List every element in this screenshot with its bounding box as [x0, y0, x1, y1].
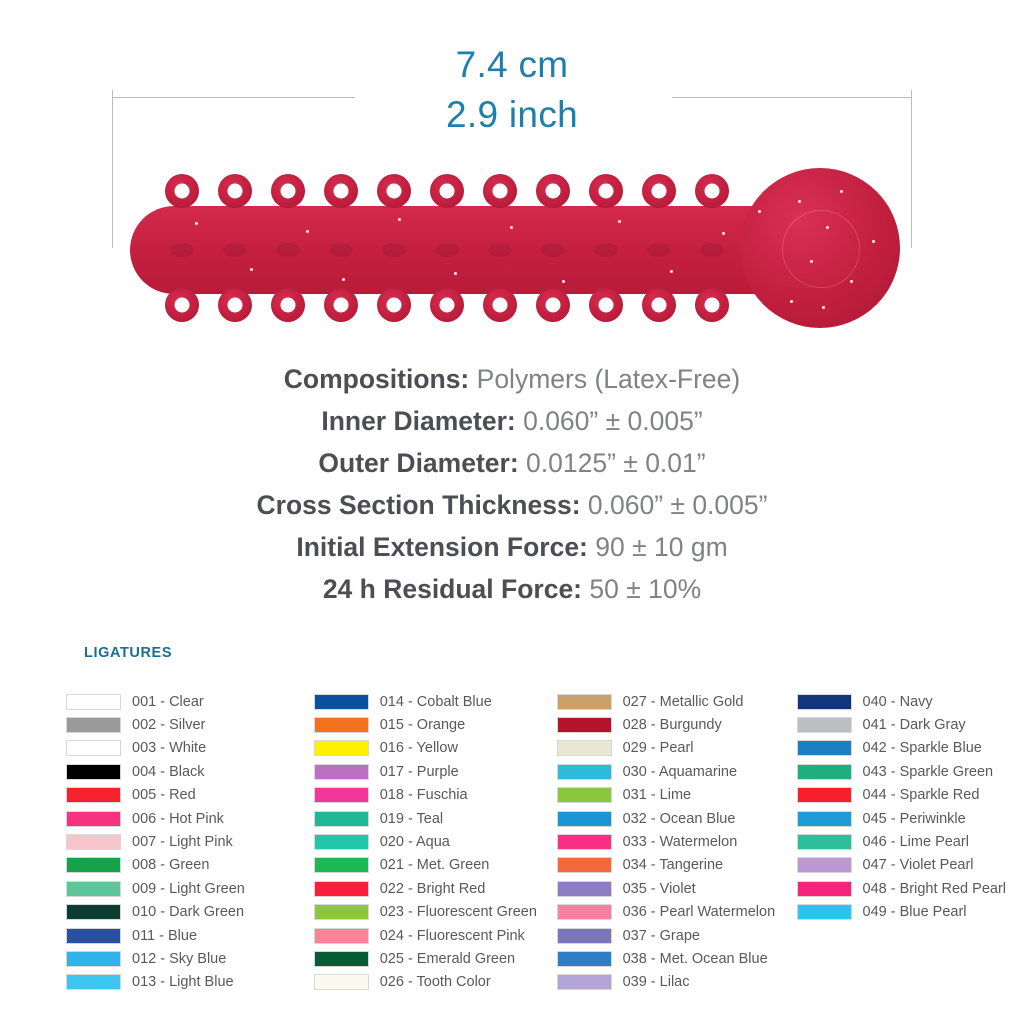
ligature-color-item[interactable]: [557, 784, 797, 807]
ligatures-section-title: LIGATURES: [84, 645, 173, 661]
ligatures-column-3: [557, 690, 797, 994]
color-swatch: [66, 928, 121, 944]
body-dimple: [435, 243, 459, 257]
ligature-color-label: 011 - Blue: [132, 927, 198, 944]
ligature-color-item[interactable]: [314, 877, 557, 900]
ligature-ring: [536, 174, 570, 208]
ligature-color-item[interactable]: [66, 901, 314, 924]
dimension-cm: 7.4 cm: [455, 44, 569, 85]
color-swatch: [314, 951, 369, 967]
ligature-color-label: 012 - Sky Blue: [132, 950, 227, 967]
glitter-speck: [850, 280, 853, 283]
color-swatch: [314, 694, 369, 710]
spec-value: 90 ± 10 gm: [595, 532, 728, 562]
body-dimple: [276, 243, 300, 257]
ligature-color-label: 033 - Watermelon: [622, 834, 738, 851]
spec-row: [0, 358, 1024, 400]
spec-value: 0.060” ± 0.005”: [587, 490, 768, 520]
ligature-color-item[interactable]: [797, 690, 1006, 713]
body-dimple: [223, 243, 247, 257]
color-swatch: [797, 787, 852, 803]
glitter-speck: [398, 218, 401, 221]
ligature-color-label: 047 - Violet Pearl: [862, 857, 974, 874]
ligature-color-item[interactable]: [797, 877, 1006, 900]
ligature-color-label: 002 - Silver: [132, 717, 206, 734]
ligature-color-label: 039 - Lilac: [622, 974, 690, 991]
glitter-speck: [454, 272, 457, 275]
body-dimple: [488, 243, 512, 257]
ligature-color-label: 023 - Fluorescent Green: [379, 904, 537, 921]
color-swatch: [66, 834, 121, 850]
ligature-ring: [218, 174, 252, 208]
color-swatch: [314, 904, 369, 920]
color-swatch: [557, 857, 612, 873]
ligature-color-label: 025 - Emerald Green: [379, 950, 516, 967]
ligature-ring: [483, 174, 517, 208]
specifications-list: [0, 358, 1024, 610]
color-swatch: [557, 740, 612, 756]
ligature-color-label: 041 - Dark Gray: [862, 717, 966, 734]
body-dimple: [170, 243, 194, 257]
glitter-speck: [798, 200, 801, 203]
glitter-speck: [510, 226, 513, 229]
ligature-color-label: 031 - Lime: [622, 787, 692, 804]
spec-label: Initial Extension Force:: [296, 532, 588, 562]
ligature-ring: [430, 288, 464, 322]
ligature-ring: [695, 174, 729, 208]
ligature-color-item[interactable]: [66, 830, 314, 853]
dimension-line-left: [112, 97, 355, 98]
ligature-color-item[interactable]: [66, 737, 314, 760]
ligature-color-label: 024 - Fluorescent Pink: [379, 927, 525, 944]
ligature-color-label: 035 - Violet: [622, 880, 696, 897]
color-swatch: [66, 717, 121, 733]
glitter-speck: [758, 210, 761, 213]
ligature-color-item[interactable]: [797, 830, 1006, 853]
color-swatch: [314, 928, 369, 944]
color-swatch: [797, 881, 852, 897]
ligature-color-label: 043 - Sparkle Green: [862, 763, 994, 780]
ligature-ring: [536, 288, 570, 322]
ligature-color-label: 014 - Cobalt Blue: [379, 693, 492, 710]
ligature-color-label: 004 - Black: [132, 763, 205, 780]
ligature-color-label: 042 - Sparkle Blue: [862, 740, 982, 757]
ligature-ring: [165, 174, 199, 208]
ligature-ring: [165, 288, 199, 322]
ligatures-column-4: [797, 690, 1006, 994]
color-swatch: [797, 740, 852, 756]
color-swatch: [557, 904, 612, 920]
color-swatch: [314, 717, 369, 733]
color-swatch: [314, 881, 369, 897]
ligature-color-item[interactable]: [797, 854, 1006, 877]
color-swatch: [797, 694, 852, 710]
ligature-color-label: 044 - Sparkle Red: [862, 787, 980, 804]
ligature-color-item[interactable]: [557, 760, 797, 783]
spec-row: [0, 484, 1024, 526]
color-swatch: [314, 974, 369, 990]
ligature-color-item[interactable]: [557, 737, 797, 760]
color-swatch: [557, 928, 612, 944]
ligature-color-label: 009 - Light Green: [132, 880, 245, 897]
spec-value: 50 ± 10%: [589, 574, 702, 604]
ligature-ring: [377, 174, 411, 208]
ligature-color-label: 006 - Hot Pink: [132, 810, 224, 827]
ligature-color-label: 040 - Navy: [862, 693, 933, 710]
glitter-speck: [306, 230, 309, 233]
color-swatch: [557, 974, 612, 990]
color-swatch: [797, 834, 852, 850]
ligature-color-item[interactable]: [557, 901, 797, 924]
color-swatch: [557, 764, 612, 780]
ligature-ring: [430, 174, 464, 208]
ligature-color-label: 030 - Aquamarine: [622, 763, 738, 780]
ligature-ring: [218, 288, 252, 322]
ligature-color-label: 005 - Red: [132, 787, 196, 804]
color-swatch: [66, 787, 121, 803]
ligature-color-label: 046 - Lime Pearl: [862, 834, 969, 851]
ligature-color-item[interactable]: [314, 713, 557, 736]
ligature-color-label: 028 - Burgundy: [622, 717, 722, 734]
ligature-color-label: 019 - Teal: [379, 810, 444, 827]
color-swatch: [557, 717, 612, 733]
ligature-color-item[interactable]: [797, 760, 1006, 783]
ligature-color-item[interactable]: [66, 854, 314, 877]
ligature-color-item[interactable]: [797, 901, 1006, 924]
color-swatch: [314, 834, 369, 850]
color-swatch: [66, 740, 121, 756]
ligature-ring: [271, 288, 305, 322]
color-swatch: [66, 811, 121, 827]
body-dimple: [329, 243, 353, 257]
color-swatch: [66, 974, 121, 990]
ligature-color-item[interactable]: [314, 971, 557, 994]
ligature-color-item[interactable]: [557, 947, 797, 970]
body-dimple: [700, 243, 724, 257]
glitter-speck: [342, 278, 345, 281]
glitter-speck: [195, 222, 198, 225]
ligature-color-label: 020 - Aqua: [379, 834, 450, 851]
ligature-color-item[interactable]: [314, 760, 557, 783]
ligature-color-item[interactable]: [797, 807, 1006, 830]
ligature-color-label: 036 - Pearl Watermelon: [622, 904, 776, 921]
ligature-color-item[interactable]: [797, 737, 1006, 760]
spec-value: Polymers (Latex-Free): [476, 364, 741, 394]
paddle-inner-circle: [782, 210, 860, 288]
ligature-color-item[interactable]: [66, 807, 314, 830]
ligature-color-item[interactable]: [557, 690, 797, 713]
ligature-color-label: 032 - Ocean Blue: [622, 810, 736, 827]
ligature-color-label: 001 - Clear: [132, 693, 204, 710]
color-swatch: [797, 717, 852, 733]
ligature-color-label: 018 - Fuschia: [379, 787, 468, 804]
ligature-color-item[interactable]: [66, 713, 314, 736]
ligature-color-item[interactable]: [557, 854, 797, 877]
color-swatch: [66, 857, 121, 873]
dimension-inch: 2.9 inch: [446, 94, 578, 135]
color-swatch: [797, 764, 852, 780]
ligature-color-label: 016 - Yellow: [379, 740, 458, 757]
color-swatch: [557, 811, 612, 827]
color-swatch: [797, 811, 852, 827]
color-swatch: [314, 787, 369, 803]
ligature-color-item[interactable]: [314, 807, 557, 830]
ligature-color-item[interactable]: [557, 713, 797, 736]
spec-label: 24 h Residual Force:: [322, 574, 583, 604]
ligature-color-item[interactable]: [314, 830, 557, 853]
color-swatch: [557, 694, 612, 710]
ligature-ring: [695, 288, 729, 322]
color-swatch: [314, 857, 369, 873]
color-swatch: [314, 740, 369, 756]
ligature-color-item[interactable]: [797, 784, 1006, 807]
spec-row: [0, 526, 1024, 568]
ligature-color-label: 027 - Metallic Gold: [622, 693, 744, 710]
ligature-color-label: 010 - Dark Green: [132, 904, 245, 921]
spec-value: 0.060” ± 0.005”: [523, 406, 703, 436]
color-swatch: [314, 764, 369, 780]
ligature-color-label: 049 - Blue Pearl: [862, 904, 967, 921]
body-dimple: [647, 243, 671, 257]
ligature-color-item[interactable]: [314, 901, 557, 924]
glitter-speck: [722, 232, 725, 235]
ligature-color-label: 048 - Bright Red Pearl: [862, 880, 1006, 897]
ligature-color-label: 007 - Light Pink: [132, 834, 233, 851]
ligature-color-item[interactable]: [557, 924, 797, 947]
color-swatch: [557, 881, 612, 897]
ligature-ring: [589, 174, 623, 208]
ligature-color-item[interactable]: [557, 830, 797, 853]
ligature-ring: [377, 288, 411, 322]
glitter-speck: [810, 260, 813, 263]
ligatures-column-2: [314, 690, 557, 994]
ligature-color-item[interactable]: [557, 877, 797, 900]
ligature-ring: [642, 174, 676, 208]
glitter-speck: [250, 268, 253, 271]
ligature-color-label: 034 - Tangerine: [622, 857, 724, 874]
ligature-color-label: 021 - Met. Green: [379, 857, 490, 874]
ligatures-column-1: [66, 690, 314, 994]
ligature-color-label: 029 - Pearl: [622, 740, 694, 757]
ligature-color-label: 045 - Periwinkle: [862, 810, 966, 827]
ligature-color-item[interactable]: [66, 690, 314, 713]
glitter-speck: [822, 306, 825, 309]
ligatures-color-grid: [66, 690, 1006, 994]
color-swatch: [797, 904, 852, 920]
dimension-line-right: [672, 97, 912, 98]
ligature-color-item[interactable]: [314, 854, 557, 877]
glitter-speck: [790, 300, 793, 303]
body-dimple: [382, 243, 406, 257]
glitter-speck: [840, 190, 843, 193]
ligature-ring: [324, 288, 358, 322]
spec-row: [0, 442, 1024, 484]
glitter-speck: [826, 226, 829, 229]
ligature-ring: [324, 174, 358, 208]
spec-value: 0.0125” ± 0.01”: [526, 448, 706, 478]
color-swatch: [66, 904, 121, 920]
dimension-label: [0, 40, 1024, 140]
spec-row: [0, 568, 1024, 610]
color-swatch: [66, 951, 121, 967]
color-swatch: [66, 764, 121, 780]
ligature-color-item[interactable]: [314, 737, 557, 760]
ligature-color-item[interactable]: [314, 924, 557, 947]
spec-label: Inner Diameter:: [321, 406, 516, 436]
ligature-color-label: 022 - Bright Red: [379, 880, 486, 897]
color-swatch: [797, 857, 852, 873]
ligature-color-item[interactable]: [66, 924, 314, 947]
body-dimple: [594, 243, 618, 257]
ligature-ring: [271, 174, 305, 208]
ligature-color-item[interactable]: [314, 690, 557, 713]
ligature-ring: [642, 288, 676, 322]
ligature-color-label: 008 - Green: [132, 857, 210, 874]
product-illustration: [110, 160, 922, 340]
ligature-color-item[interactable]: [557, 807, 797, 830]
ligature-color-item[interactable]: [66, 971, 314, 994]
color-swatch: [557, 834, 612, 850]
color-swatch: [66, 694, 121, 710]
ligature-color-item[interactable]: [66, 784, 314, 807]
ligature-color-label: 003 - White: [132, 740, 207, 757]
ligature-color-item[interactable]: [314, 784, 557, 807]
ligature-color-label: 037 - Grape: [622, 927, 700, 944]
glitter-speck: [670, 270, 673, 273]
spec-label: Outer Diameter:: [318, 448, 519, 478]
ligature-color-label: 017 - Purple: [379, 763, 459, 780]
ligature-color-item[interactable]: [66, 947, 314, 970]
spec-row: [0, 400, 1024, 442]
ligature-color-item[interactable]: [797, 713, 1006, 736]
color-swatch: [66, 881, 121, 897]
ligature-color-label: 013 - Light Blue: [132, 974, 234, 991]
glitter-speck: [562, 280, 565, 283]
ligature-ring: [483, 288, 517, 322]
color-swatch: [314, 811, 369, 827]
ligature-color-item[interactable]: [66, 760, 314, 783]
ligature-color-label: 026 - Tooth Color: [379, 974, 491, 991]
ligature-color-item[interactable]: [66, 877, 314, 900]
spec-label: Cross Section Thickness:: [256, 490, 581, 520]
glitter-speck: [618, 220, 621, 223]
color-swatch: [557, 787, 612, 803]
ligature-color-label: 015 - Orange: [379, 717, 466, 734]
body-dimple: [541, 243, 565, 257]
dimension-callout: [0, 40, 1024, 170]
glitter-speck: [872, 240, 875, 243]
color-swatch: [557, 951, 612, 967]
ligature-color-item[interactable]: [314, 947, 557, 970]
ligature-color-label: 038 - Met. Ocean Blue: [622, 950, 768, 967]
spec-label: Compositions:: [283, 364, 470, 394]
ligature-color-item[interactable]: [557, 971, 797, 994]
ligature-ring: [589, 288, 623, 322]
